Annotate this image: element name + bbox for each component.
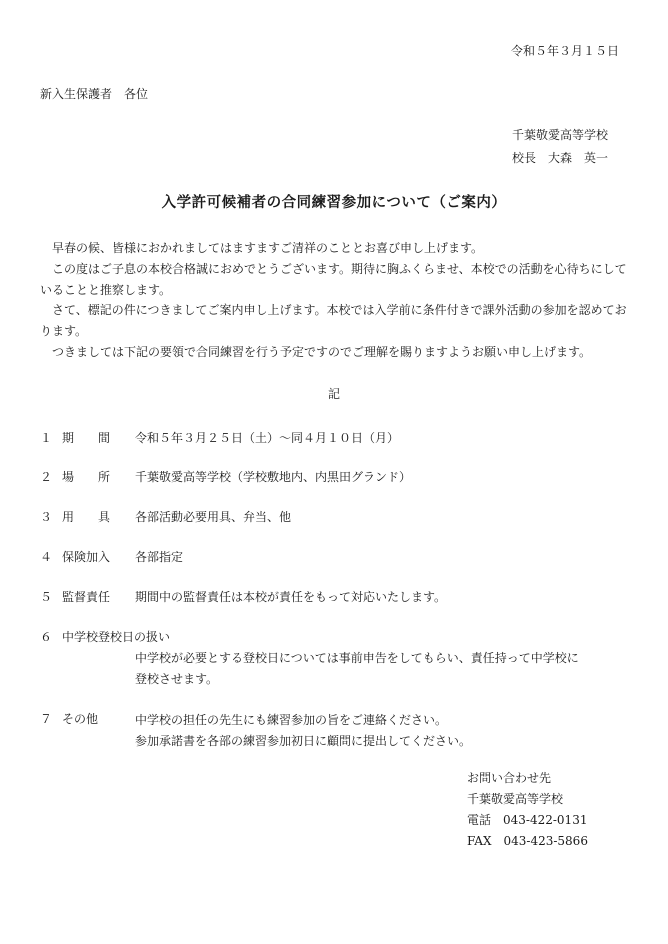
item-label: 場 所 xyxy=(62,470,110,484)
item-label: 中学校登校日の扱い xyxy=(62,630,171,644)
sender-block xyxy=(512,124,608,170)
item-value: 各部活動必要用具、弁当、他 xyxy=(135,510,292,524)
item-number: ５ xyxy=(40,590,53,604)
contact-block xyxy=(467,768,588,852)
body-paragraph-purpose: さて、標記の件につきましてご案内申し上げます。本校では入学前に条件付きで課外活動の参加を認めております。 xyxy=(40,303,627,339)
item-number: １ xyxy=(40,431,53,445)
document-title: 入学許可候補者の合同練習参加について（ご案内） xyxy=(161,194,507,211)
item-label: 保険加入 xyxy=(62,550,111,564)
item-label: 監督責任 xyxy=(62,590,111,604)
item-number: ３ xyxy=(40,510,53,524)
issue-date: 令和５年３月１５日 xyxy=(511,44,620,58)
item-label: 用 具 xyxy=(62,510,110,524)
item-number: ４ xyxy=(40,550,53,564)
item-value: 令和５年３月２５日（土）～同４月１０日（月） xyxy=(135,431,400,445)
contact-heading: お問い合わせ先 xyxy=(467,771,552,785)
item-value: 千葉敬愛高等学校（学校敷地内、内黒田グランド） xyxy=(135,470,412,484)
item-value: 中学校が必要とする登校日については事前申告をしてもらい、責任持って中学校に 登校させます。 xyxy=(135,651,579,686)
body-paragraph-request: つきましては下記の要領で合同練習を行う予定ですのでご理解を賜りますようお願い申し上げます。 xyxy=(52,344,592,359)
item-label: その他 xyxy=(62,712,99,726)
item-value: 期間中の監督責任は本校が責任をもって対応いたします。 xyxy=(135,590,447,604)
contact-fax: FAX 043-423-5866 xyxy=(467,834,588,848)
item-value: 中学校の担任の先生にも練習参加の旨をご連絡ください。 参加承諾書を各部の練習参加初日に顧問に提出してください。 xyxy=(135,713,472,748)
body-paragraph-greeting: 早春の候、皆様におかれましてはますますご清祥のこととお喜び申し上げます。 xyxy=(52,241,484,255)
item-value: 各部指定 xyxy=(135,550,184,564)
item-number: ２ xyxy=(40,470,53,484)
item-number: ７ xyxy=(40,712,53,726)
body-text xyxy=(40,238,628,363)
sender-principal: 校長 大森 英一 xyxy=(512,151,609,165)
contact-school: 千葉敬愛高等学校 xyxy=(467,792,564,806)
sender-school: 千葉敬愛高等学校 xyxy=(512,128,609,142)
body-paragraph-congratulations: この度はご子息の本校合格誠におめでとうございます。期待に胸ふくらませ、本校での活動を心待ちにしていることと推察します。 xyxy=(40,261,627,297)
item-number: ６ xyxy=(40,630,53,644)
ki-heading: 記 xyxy=(327,387,340,401)
recipient-line: 新入生保護者 各位 xyxy=(40,87,149,101)
contact-phone: 電話 043-422-0131 xyxy=(467,813,588,827)
item-label: 期 間 xyxy=(62,431,110,445)
